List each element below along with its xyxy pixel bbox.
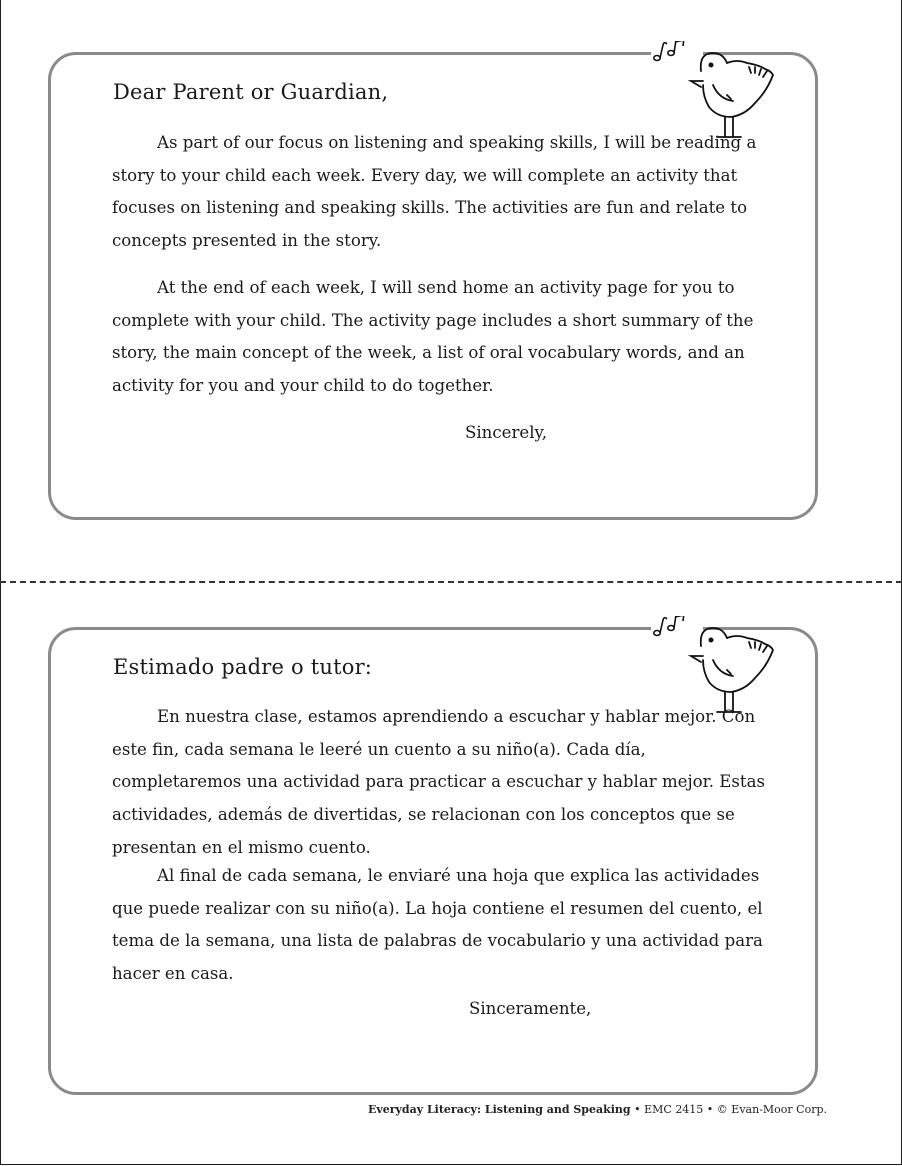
paragraph-1: En nuestra clase, estamos aprendiendo a escuchar y hablar mejor. Con este fin, cada semana le leeré un cuento a su niño(a). Cada día, completaremos una actividad para practicar a escuchar y hablar mejor. Estas actividades, además de divertidas, se relacionan con los conceptos que se presentan en el mismo cuento. — [112, 707, 765, 857]
letter-spanish — [48, 627, 818, 1095]
footer-credit — [368, 1103, 827, 1116]
closing: Sinceramente, — [469, 999, 592, 1018]
salutation: Estimado padre o tutor: — [113, 655, 373, 679]
paragraph-2: At the end of each week, I will send home an activity page for you to complete with your child. The activity page includes a short summary of the story, the main concept of the week, a list of oral vocabulary words, and an activity for you and your child to do together. — [112, 278, 754, 396]
paragraph-2: Al final de cada semana, le enviaré una hoja que explica las actividades que puede realizar con su niño(a). La hoja contiene el resumen del cuento, el tema de la semana, una lista de palabras de vocabulario y una actividad para hacer en casa. — [112, 866, 763, 984]
salutation: Dear Parent or Guardian, — [113, 80, 389, 104]
closing: Sincerely, — [465, 423, 547, 442]
footer-title: Everyday Literacy: Listening and Speaking — [367, 1103, 631, 1116]
paragraph-1: As part of our focus on listening and speaking skills, I will be reading a story to your child each week. Every day, we will complete an activity that focuses on listening and speaking skills. The activities are fun and relate to concepts presented in the story. — [112, 133, 757, 251]
letter-english — [48, 52, 818, 520]
footer-rest: • EMC 2415 • © Evan-Moor Corp. — [630, 1103, 827, 1116]
cut-line-divider — [0, 581, 902, 583]
